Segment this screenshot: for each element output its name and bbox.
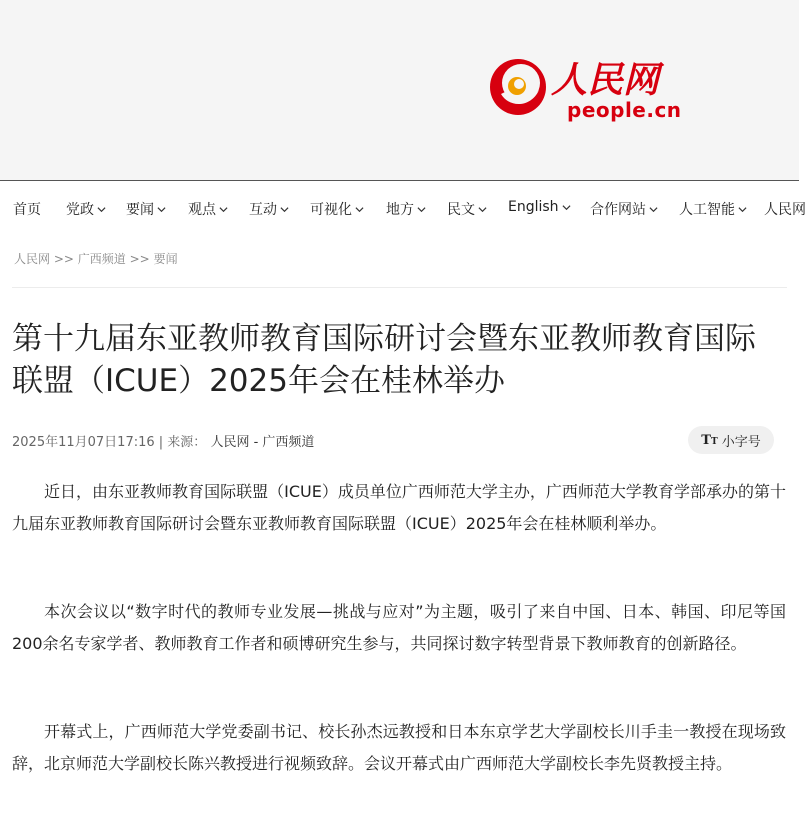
nav-item-local[interactable]	[386, 199, 426, 219]
main-nav	[0, 180, 806, 232]
chevron-down-icon	[649, 205, 658, 214]
nav-item-opinion[interactable]	[188, 199, 228, 219]
article-paragraph: 本次会议以“数字时代的教师专业发展—挑战与应对”为主题，吸引了来自中国、日本、韩国、印尼等国200余名专家学者、教师教育工作者和硕博研究生参与，共同探讨数字转型背景下教师教育的创新路径。	[12, 602, 786, 653]
nav-item-ethnic[interactable]	[447, 199, 487, 219]
chevron-down-icon	[478, 205, 487, 214]
nav-item-interaction[interactable]	[249, 199, 289, 219]
logo-chinese-text: 人民网	[551, 59, 660, 101]
chevron-down-icon	[417, 205, 426, 214]
breadcrumb	[14, 250, 178, 267]
font-size-icon	[701, 433, 717, 448]
nav-item-label: English	[508, 199, 559, 215]
chevron-down-icon	[280, 205, 289, 214]
nav-item-label: 地方	[386, 202, 414, 218]
nav-item-label: 首页	[13, 202, 41, 218]
breadcrumb-separator: >>	[53, 252, 74, 266]
article-source-link[interactable]: 人民网 - 广西频道	[210, 435, 315, 450]
chevron-down-icon	[562, 203, 571, 212]
nav-item-news[interactable]	[126, 199, 166, 219]
nav-item-label: 人民网	[764, 202, 806, 218]
article-source-label: | 来源：	[158, 435, 207, 450]
logo-english-text: people.cn	[567, 98, 682, 122]
font-size-toggle-button[interactable]	[688, 426, 774, 454]
nav-item-english[interactable]	[508, 199, 571, 215]
divider	[12, 287, 787, 288]
article-title: 第十九届东亚教师教育国际研讨会暨东亚教师教育国际联盟（ICUE）2025年会在桂林举办	[12, 321, 756, 399]
nav-item-label: 党政	[66, 202, 94, 218]
people-logo[interactable]	[487, 50, 687, 130]
nav-item-label: 要闻	[126, 202, 154, 218]
chevron-down-icon	[157, 205, 166, 214]
nav-item-visualization[interactable]	[310, 199, 364, 219]
article-paragraph: 开幕式上，广西师范大学党委副书记、校长孙杰远教授和日本东京学艺大学副校长川手圭一教授在现场致辞，北京师范大学副校长陈兴教授进行视频致辞。会议开幕式由广西师范大学副校长李先贤教授主持。	[12, 722, 786, 773]
breadcrumb-link-section[interactable]: 要闻	[153, 252, 178, 266]
nav-item-people[interactable]	[764, 199, 806, 219]
nav-item-label: 合作网站	[590, 202, 646, 218]
nav-item-home[interactable]	[13, 199, 41, 219]
site-header	[0, 0, 799, 180]
font-size-label: 小字号	[721, 434, 761, 450]
nav-item-label: 观点	[188, 202, 216, 218]
nav-item-ai[interactable]	[679, 199, 747, 219]
nav-item-label: 可视化	[310, 202, 352, 218]
chevron-down-icon	[738, 205, 747, 214]
people-logo-icon	[487, 56, 549, 118]
chevron-down-icon	[219, 205, 228, 214]
nav-item-party[interactable]	[66, 199, 106, 219]
font-size-icon-glyph-large: T	[701, 432, 711, 448]
breadcrumb-separator: >>	[129, 252, 150, 266]
nav-item-label: 民文	[447, 202, 475, 218]
nav-item-partners[interactable]	[590, 199, 658, 219]
font-size-icon-glyph-small: T	[710, 436, 718, 447]
article-meta	[12, 431, 314, 450]
nav-item-label: 互动	[249, 202, 277, 218]
chevron-down-icon	[355, 205, 364, 214]
chevron-down-icon	[97, 205, 106, 214]
breadcrumb-link-home[interactable]: 人民网	[14, 252, 51, 266]
article-paragraph: 近日，由东亚教师教育国际联盟（ICUE）成员单位广西师范大学主办，广西师范大学教育学部承办的第十九届东亚教师教育国际研讨会暨东亚教师教育国际联盟（ICUE）2025年会在桂林顺利举办。	[12, 482, 786, 533]
breadcrumb-link-channel[interactable]: 广西频道	[77, 252, 126, 266]
nav-item-label: 人工智能	[679, 202, 735, 218]
article-datetime: 2025年11月07日17:16	[12, 435, 155, 450]
